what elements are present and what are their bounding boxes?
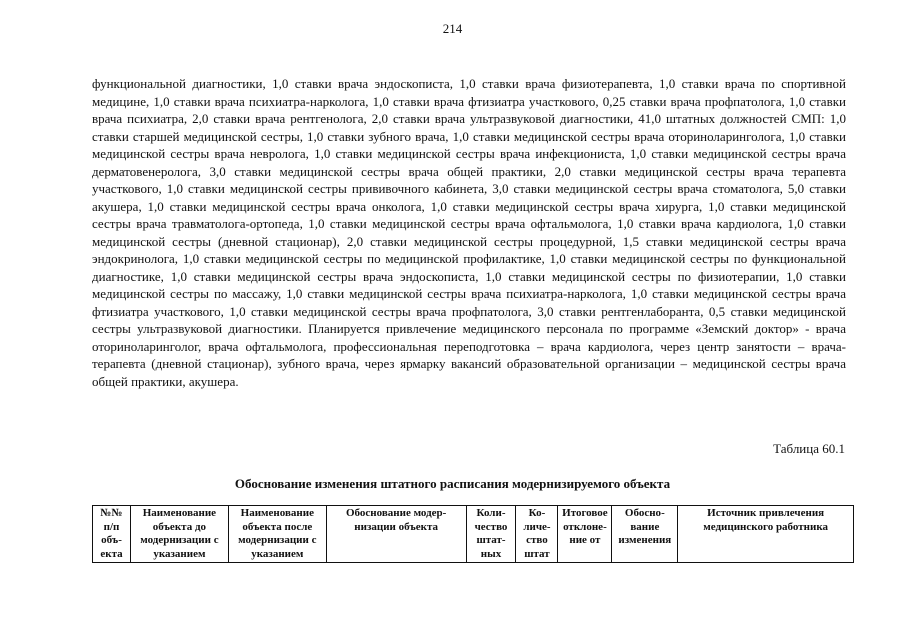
col-header-staff-count-before: Количество штатных bbox=[466, 506, 516, 563]
table-header-row bbox=[93, 506, 854, 563]
page-number: 214 bbox=[442, 21, 463, 36]
col-header-number: №№ п/п объекта bbox=[93, 506, 131, 563]
staffing-table bbox=[92, 505, 854, 563]
table-title: Обоснование изменения штатного расписания модернизируемого объекта bbox=[234, 476, 671, 491]
col-header-staff-count-after: Количество штат bbox=[516, 506, 558, 563]
col-header-name-before: Наименование объекта до модернизации с указанием bbox=[130, 506, 228, 563]
col-header-change-reason: Обоснование изменения bbox=[612, 506, 678, 563]
body-paragraph: функциональной диагностики, 1,0 ставки врача эндоскописта, 1,0 ставки врача физиотерапевта, 1,0 ставки врача по спортивной медицине, 1,0 ставки врача психиатра-нарколога, 1,0 ставки врача фтизиатра участкового, 0,25 ставки врача профпатолога, 1,0 ставки врача психиатра, 2,0 ставки врача рентгенолога, 2,0 ставки врача ультразвуковой диагностики, 41,0 штатных должностей СМП: 1,0 ставки старшей медицинской сестры, 1,0 ставки зубного врача, 1,0 ставки медицинской сестры врача оториноларинголога, 1,0 ставки медицинской сестры врача невролога, 1,0 ставки медицинской сестры врача инфекциониста, 1,0 ставки медицинской сестры врача дерматовенеролога, 3,0 ставки медицинской сестры врача общей практики, 2,0 ставки медицинской сестры врача терапевта участкового, 1,0 ставки медицинской сестры прививочного кабинета, 3,0 ставки медицинской сестры врача стоматолога, 5,0 ставки акушера, 1,0 ставки медицинской сестры врача онколога, 1,0 ставки медицинской сестры врача хирурга, 1,0 ставки медицинской сестры врача травматолога-ортопеда, 1,0 ставки медицинской сестры врача офтальмолога, 1,0 ставки врача кардиолога, 1,0 ставки медицинской сестры (дневной стационар), 2,0 ставки медицинской сестры процедурной, 1,5 ставки медицинской сестры врача эндокринолога, 1,0 ставки медицинской сестры по медицинской профилактике, 1,0 ставки медицинской сестры по функциональной диагностике, 1,0 ставки медицинской сестры врача эндоскописта, 1,0 ставки медицинской сестры по физиотерапии, 1,0 ставки медицинской сестры по массажу, 1,0 ставки медицинской сестры врача психиатра-нарколога, 1,0 ставки медицинской сестры врача фтизиатра участкового, 1,0 ставки медицинской сестры врача профпатолога, 3,0 ставки рентгенлаборанта, 0,5 ставки медицинской сестры ультразвуковой диагностики. Планируется привлечение медицинского персонала по программе «Земский доктор» - врача оториноларинголог, врача офтальмолога, профессиональная переподготовка – врача кардиолога, через центр занятости – врача-терапевта (дневной стационар), зубного врача, через ярмарку вакансий образовательной организации – медицинской сестры врача общей практики, акушера. bbox=[92, 76, 846, 389]
col-header-name-after: Наименование объекта после модернизации с указанием bbox=[228, 506, 326, 563]
col-header-total-deviation: Итоговое отклонение от bbox=[558, 506, 612, 563]
col-header-justification: Обоснование модернизации объекта bbox=[326, 506, 466, 563]
col-header-source: Источник привлечения медицинского работника bbox=[678, 506, 854, 563]
table-label: Таблица 60.1 bbox=[773, 441, 845, 456]
